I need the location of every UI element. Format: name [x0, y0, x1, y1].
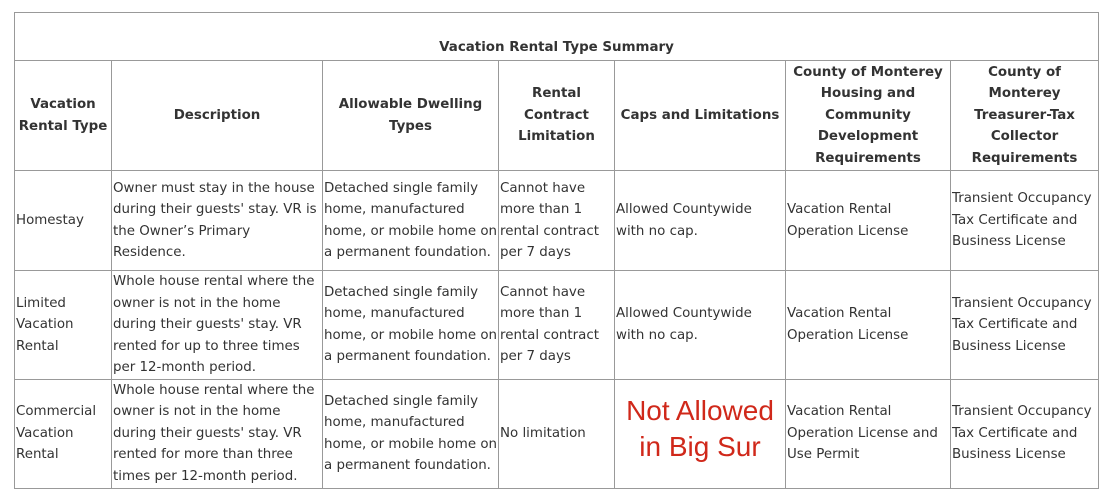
cell-dwelling-types: Detached single family home, manufactured home, or mobile home on a permanent foundation.: [323, 171, 499, 271]
cell-housing-requirements: Vacation Rental Operation License: [786, 271, 951, 380]
table-header-row: [15, 61, 1099, 171]
cell-description: Whole house rental where the owner is not in the home during their guests' stay. VR rented for up to three times per 12-month period.: [112, 271, 323, 380]
not-allowed-note: Not Allowed in Big Sur: [626, 394, 774, 462]
header-housing-requirements: County of Monterey Housing and Community Development Requirements: [786, 61, 951, 171]
table-row: [15, 171, 1099, 271]
cell-dwelling-types: Detached single family home, manufactured home, or mobile home on a permanent foundation.: [323, 379, 499, 488]
cell-dwelling-types: Detached single family home, manufactured home, or mobile home on a permanent foundation.: [323, 271, 499, 380]
header-vacation-rental-type: Vacation Rental Type: [15, 61, 112, 171]
cell-description: Whole house rental where the owner is not in the home during their guests' stay. VR rented for more than three times per 12-month period.: [112, 379, 323, 488]
cell-rental-type: Commercial Vacation Rental: [15, 379, 112, 488]
cell-caps: Allowed Countywide with no cap.: [615, 271, 786, 380]
cell-caps: Allowed Countywide with no cap.: [615, 171, 786, 271]
cell-contract-limitation: Cannot have more than 1 rental contract per 7 days: [499, 271, 615, 380]
header-allowable-dwelling-types: Allowable Dwelling Types: [323, 61, 499, 171]
table-title-row: [15, 13, 1099, 61]
header-tax-collector-requirements: County of Monterey Treasurer-Tax Collector Requirements: [951, 61, 1099, 171]
cell-rental-type: Limited Vacation Rental: [15, 271, 112, 380]
cell-contract-limitation: No limitation: [499, 379, 615, 488]
table-row: [15, 379, 1099, 488]
header-description: Description: [112, 61, 323, 171]
cell-tax-requirements: Transient Occupancy Tax Certificate and Business License: [951, 171, 1099, 271]
cell-rental-type: Homestay: [15, 171, 112, 271]
table-title: Vacation Rental Type Summary: [15, 13, 1099, 61]
cell-description: Owner must stay in the house during their guests' stay. VR is the Owner’s Primary Residence.: [112, 171, 323, 271]
header-caps-and-limitations: Caps and Limitations: [615, 61, 786, 171]
cell-tax-requirements: Transient Occupancy Tax Certificate and Business License: [951, 379, 1099, 488]
table-row: [15, 271, 1099, 380]
cell-housing-requirements: Vacation Rental Operation License: [786, 171, 951, 271]
vacation-rental-summary-table: [14, 12, 1099, 489]
cell-caps: [615, 379, 786, 488]
header-rental-contract-limitation: Rental Contract Limitation: [499, 61, 615, 171]
cell-tax-requirements: Transient Occupancy Tax Certificate and Business License: [951, 271, 1099, 380]
cell-contract-limitation: Cannot have more than 1 rental contract per 7 days: [499, 171, 615, 271]
cell-housing-requirements: Vacation Rental Operation License and Use Permit: [786, 379, 951, 488]
